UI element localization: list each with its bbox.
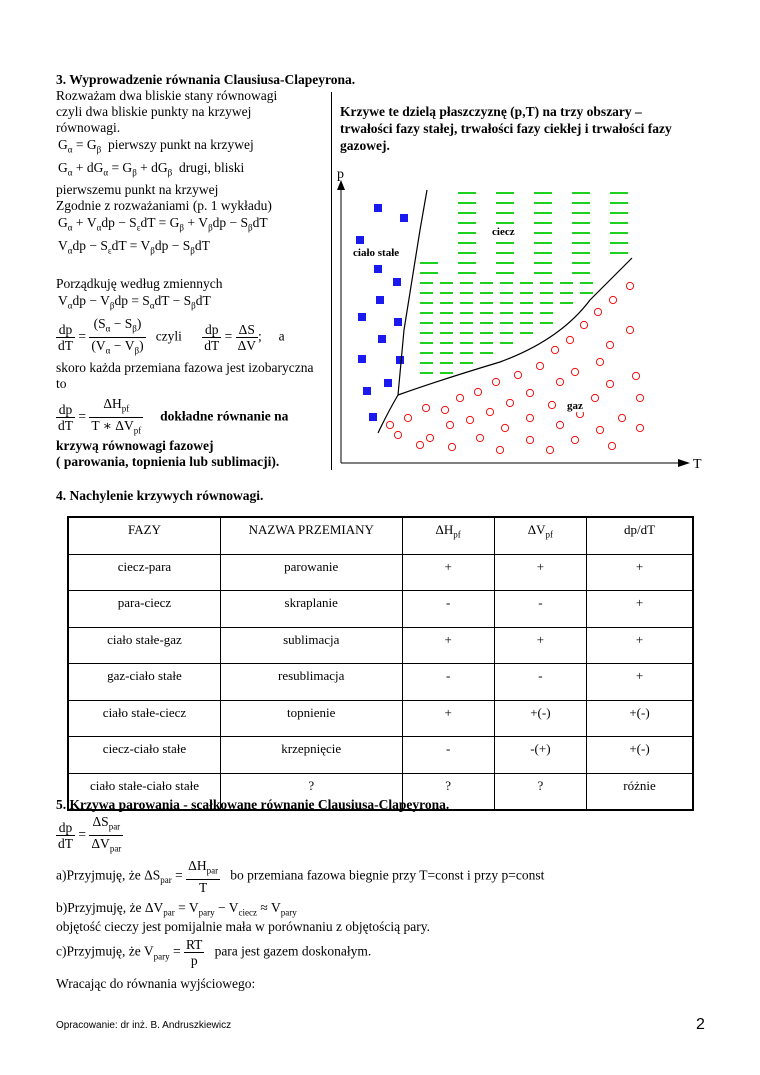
table-cell: + xyxy=(494,554,586,591)
table-cell: - xyxy=(494,591,586,628)
gas-marker xyxy=(608,442,615,449)
table-row xyxy=(68,554,693,591)
table-cell: - xyxy=(402,664,494,701)
gas-marker xyxy=(609,296,616,303)
gas-marker xyxy=(501,424,508,431)
section3-text-line: Porządkuję według zmiennych xyxy=(56,276,223,291)
footer-author: Opracowanie: dr inż. B. Andruszkiewicz xyxy=(56,1020,232,1031)
header-slope: dp/dT xyxy=(587,517,694,554)
gas-marker xyxy=(506,399,513,406)
solid-region xyxy=(356,204,408,421)
gas-marker xyxy=(526,414,533,421)
gas-marker xyxy=(596,426,603,433)
section3-text-line: ( parowania, topnienia lub sublimacji). xyxy=(56,454,280,469)
a-word: a xyxy=(278,328,285,344)
gas-marker xyxy=(514,371,521,378)
equation-ordered: $V_\alpha dp - V_\beta dp = S_\alpha dT - S_\beta dT$ xyxy=(58,293,211,311)
gas-marker xyxy=(441,406,448,413)
solid-marker xyxy=(363,387,371,395)
table-cell: - xyxy=(402,737,494,774)
solid-marker xyxy=(378,335,386,343)
table-cell: - xyxy=(402,591,494,628)
table-cell: +(-) xyxy=(587,737,694,774)
table-cell: -(+) xyxy=(494,737,586,774)
table-cell: + xyxy=(587,591,694,628)
table-cell: ciecz-ciało stałe xyxy=(68,737,220,774)
gas-marker xyxy=(571,436,578,443)
table-cell: ciało stałe-ciało stałe xyxy=(68,773,220,810)
table-cell: - xyxy=(494,664,586,701)
section3-text-line: czyli dwa bliskie punkty na krzywej xyxy=(56,104,252,119)
section5-return-text: Wracając do równania wyjściowego: xyxy=(56,976,256,991)
table-cell: + xyxy=(587,664,694,701)
label-solid: ciało stałe xyxy=(353,247,400,259)
gas-marker xyxy=(496,446,503,453)
solid-marker xyxy=(393,278,401,286)
gas-marker xyxy=(596,358,603,365)
header-delta-h: $\Delta H_{pf}$ xyxy=(402,517,494,554)
gas-marker xyxy=(626,282,633,289)
phase-diagram xyxy=(330,160,710,475)
solid-marker xyxy=(400,214,408,222)
table-cell: gaz-ciało stałe xyxy=(68,664,220,701)
solid-marker xyxy=(358,355,366,363)
gas-marker xyxy=(456,394,463,401)
gas-marker xyxy=(626,326,633,333)
solid-marker xyxy=(374,204,382,212)
gas-marker xyxy=(556,421,563,428)
gas-marker xyxy=(636,394,643,401)
table-cell: parowanie xyxy=(220,554,402,591)
gas-marker xyxy=(580,321,587,328)
gas-marker xyxy=(636,424,643,431)
section4-heading: 4. Nachylenie krzywych równowagi. xyxy=(56,488,264,503)
table-cell: różnie xyxy=(587,773,694,810)
table-row xyxy=(68,627,693,664)
solid-marker xyxy=(369,413,377,421)
table-cell: + xyxy=(402,554,494,591)
table-cell: ? xyxy=(494,773,586,810)
table-cell: skraplanie xyxy=(220,591,402,628)
table-header-row xyxy=(68,517,693,554)
equation-vaporization-slope: $\frac{dp}{dT}$ = $\frac{\Delta S_{par}}{\Delta V_{par}}$ xyxy=(58,814,122,854)
solid-marker xyxy=(396,356,404,364)
solid-marker xyxy=(376,296,384,304)
table-cell: resublimacja xyxy=(220,664,402,701)
table-cell: + xyxy=(402,700,494,737)
assumption-b-note: objętość cieczy jest pomijalnie mała w porównaniu z objętością pary. xyxy=(56,919,430,934)
section3-text-line: Rozważam dwa bliskie stany równowagi xyxy=(56,88,278,103)
diagram-caption: trwałości fazy stałej, trwałości fazy ciekłej i trwałości fazy xyxy=(340,121,672,136)
label-liquid: ciecz xyxy=(492,226,515,238)
gas-marker xyxy=(546,446,553,453)
table-cell: ? xyxy=(402,773,494,810)
gas-marker xyxy=(422,404,429,411)
equation-near-point: $G_\alpha + dG_\alpha = G_\beta + dG_\beta$ drugi, bliski xyxy=(58,160,245,178)
gas-marker xyxy=(571,368,578,375)
gas-marker xyxy=(591,394,598,401)
gas-marker xyxy=(606,380,613,387)
table-cell: krzepnięcie xyxy=(220,737,402,774)
gas-marker xyxy=(394,431,401,438)
gas-marker xyxy=(566,336,573,343)
gas-marker xyxy=(526,436,533,443)
table-cell: sublimacja xyxy=(220,627,402,664)
equation-note: dokładne równanie na xyxy=(160,408,289,424)
x-axis-arrow xyxy=(678,459,690,467)
table-row xyxy=(68,664,693,701)
label-gas: gaz xyxy=(567,400,583,412)
diagram-caption: Krzywe te dzielą płaszczyznę (p,T) na trzy obszary – xyxy=(340,104,642,119)
header-phases: FAZY xyxy=(68,517,220,554)
solid-marker xyxy=(384,379,392,387)
gas-marker xyxy=(426,434,433,441)
gas-marker xyxy=(618,414,625,421)
table-cell: para-ciecz xyxy=(68,591,220,628)
equation-simplified: $V_\alpha dp - S_\varepsilon dT = V_\beta dp - S_\beta dT$ xyxy=(58,238,210,256)
gas-marker xyxy=(556,378,563,385)
phase-transition-table xyxy=(67,516,694,811)
liquid-region xyxy=(420,193,628,373)
equation-slope: $\frac{dp}{dT}$ = $\frac{(S_\alpha - S_\beta)}{(V_\alpha - V_\beta)}$ czyli $\frac{dp}{dT}$ = $\frac{\Delta S}{\Delta V}$ ; a xyxy=(58,316,285,356)
gas-marker xyxy=(416,441,423,448)
gas-marker xyxy=(551,346,558,353)
table-cell: ciało stałe-ciecz xyxy=(68,700,220,737)
gas-marker xyxy=(606,341,613,348)
gas-marker xyxy=(526,389,533,396)
page-number: 2 xyxy=(696,1016,705,1033)
table-cell: ? xyxy=(220,773,402,810)
header-transition: NAZWA PRZEMIANY xyxy=(220,517,402,554)
gas-marker xyxy=(486,408,493,415)
solid-marker xyxy=(356,236,364,244)
table-cell: + xyxy=(494,627,586,664)
axis-label-p: p xyxy=(337,167,344,182)
assumption-a: a)Przyjmuję, że $\Delta S_{par}$ = $\frac{\Delta H_{par}}{T}$ bo przemiana fazowa biegnie przy T=const i przy p=const xyxy=(56,858,545,895)
section3-text-line: Zgodnie z rozważaniami (p. 1 wykładu) xyxy=(56,198,272,213)
equation-clausius-clapeyron: $\frac{dp}{dT}$ = $\frac{\Delta H_{pf}}{T ∗ \Delta V_{pf}}$ dokładne równanie na xyxy=(58,396,289,436)
diagram-caption: gazowej. xyxy=(340,138,390,153)
gas-marker xyxy=(548,401,555,408)
axis-label-t: T xyxy=(693,457,702,472)
czyli-word: czyli xyxy=(155,328,182,344)
table-row xyxy=(68,700,693,737)
table-row xyxy=(68,737,693,774)
gas-region xyxy=(386,282,643,453)
section3-text-line: skoro każda przemiana fazowa jest izobaryczna xyxy=(56,360,314,375)
section3-text-line: równowagi. xyxy=(56,120,121,135)
gas-marker xyxy=(386,421,393,428)
table-cell: topnienie xyxy=(220,700,402,737)
section5-heading: 5. Krzywa parowania - scałkowane równanie Clausiusa-Clapeyrona. xyxy=(56,797,450,812)
table-cell: +(-) xyxy=(587,700,694,737)
solid-marker xyxy=(394,318,402,326)
gas-marker xyxy=(446,421,453,428)
section3-text-line: to xyxy=(56,376,67,391)
solid-marker xyxy=(374,265,382,273)
gas-marker xyxy=(632,372,639,379)
gas-marker xyxy=(492,378,499,385)
table-cell: + xyxy=(587,554,694,591)
equation-note: drugi, bliski xyxy=(179,160,245,175)
gas-marker xyxy=(404,414,411,421)
table-cell: + xyxy=(402,627,494,664)
assumption-b: b)Przyjmuję, że $\Delta V_{par} = V_{pary} - V_{ciecz} \approx V_{pary}$ xyxy=(56,900,297,918)
assumption-c: c)Przyjmuję, że $V_{pary}$ = $\frac{RT}{p}$ para jest gazem doskonałym. xyxy=(56,937,372,968)
equation-equilibrium: $G_\alpha = G_\beta$ pierwszy punkt na krzywej xyxy=(58,137,254,155)
section3-heading: 3. Wyprowadzenie równania Clausiusa-Clapeyrona. xyxy=(56,72,356,87)
gas-marker xyxy=(474,388,481,395)
solid-marker xyxy=(358,313,366,321)
equation-differentials: $G_\alpha + V_\alpha dp - S_\varepsilon dT = G_\beta + V_\beta dp - S_\beta dT$ xyxy=(58,215,268,233)
table-cell: + xyxy=(587,627,694,664)
table-cell: ciało stałe-gaz xyxy=(68,627,220,664)
gas-marker xyxy=(448,443,455,450)
gas-marker xyxy=(466,416,473,423)
section3-text-line: krzywą równowagi fazowej xyxy=(56,438,214,453)
table-cell: +(-) xyxy=(494,700,586,737)
gas-marker xyxy=(536,362,543,369)
gas-marker xyxy=(476,434,483,441)
equation-note: pierwszy punkt na krzywej xyxy=(107,137,254,152)
section3-text-line: pierwszemu punkt na krzywej xyxy=(56,182,219,197)
header-delta-v: $\Delta V_{pf}$ xyxy=(494,517,586,554)
vaporization-sublimation-curve xyxy=(378,258,632,433)
table-cell: ciecz-para xyxy=(68,554,220,591)
table-row xyxy=(68,591,693,628)
gas-marker xyxy=(594,308,601,315)
